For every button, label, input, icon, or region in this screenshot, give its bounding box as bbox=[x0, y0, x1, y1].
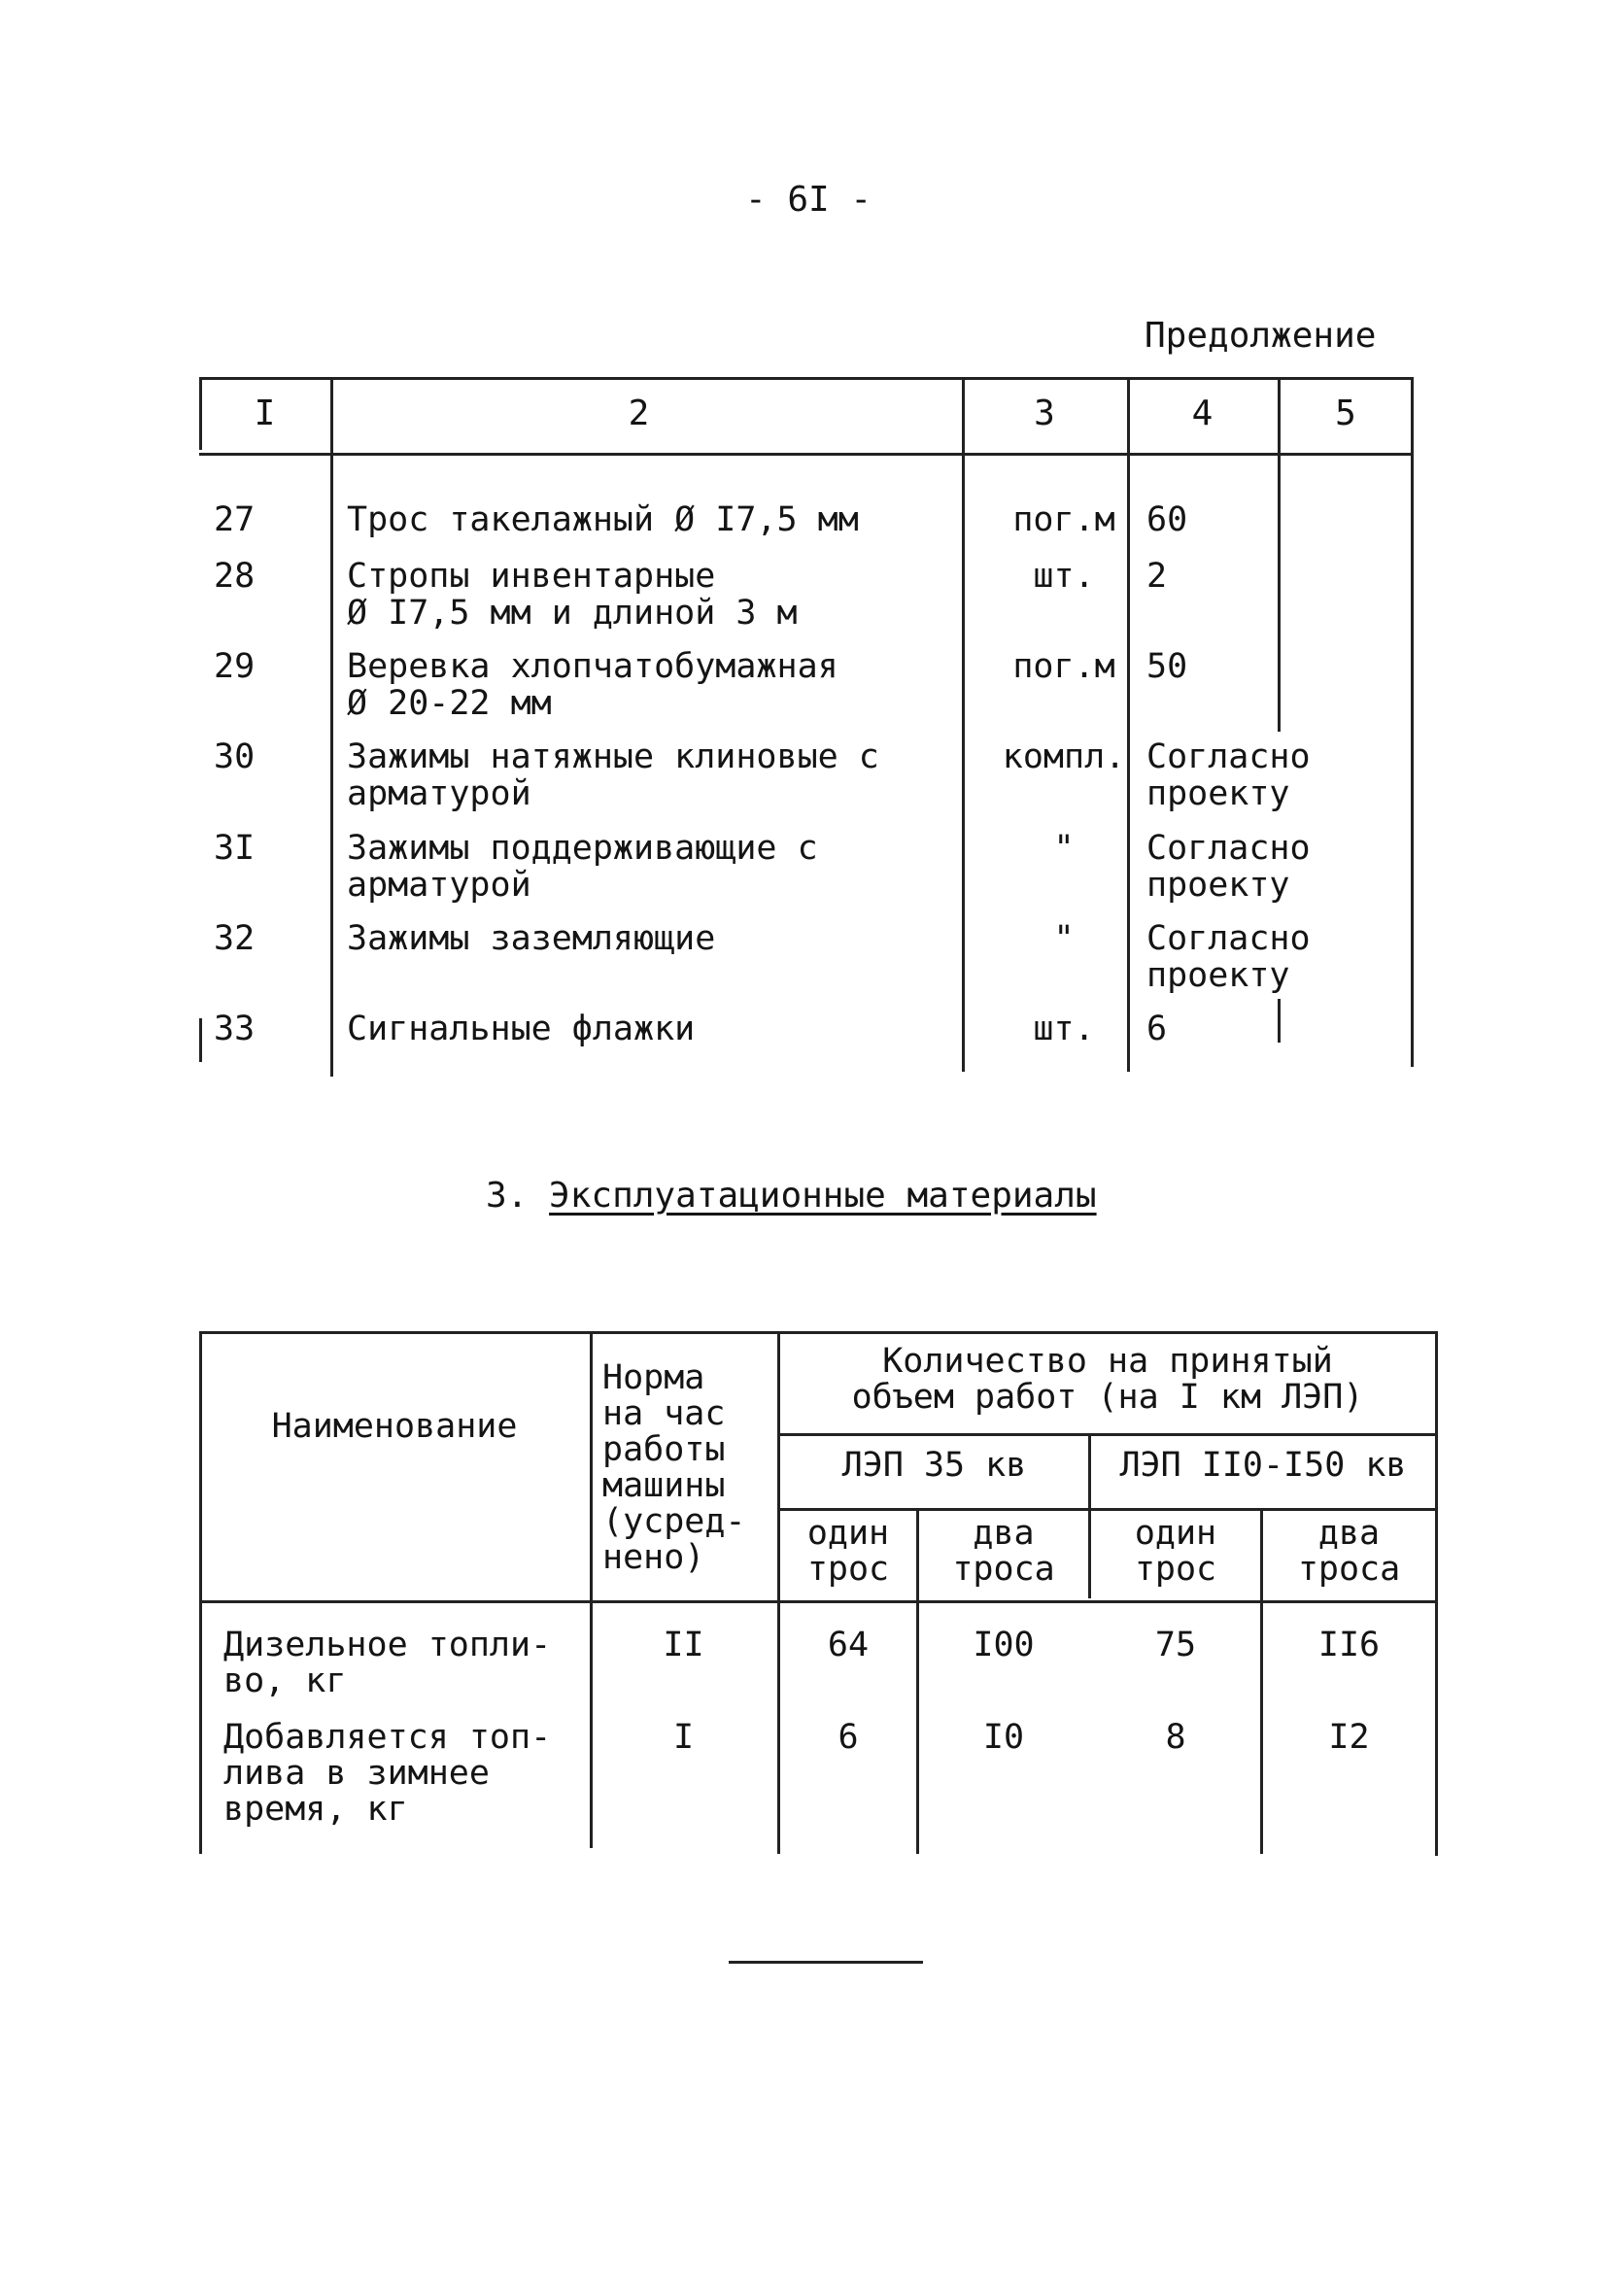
header-col-4: 4 bbox=[1191, 394, 1214, 433]
header-group-110-150kv: ЛЭП II0-I50 кв bbox=[1119, 1446, 1407, 1485]
row-norm: II bbox=[663, 1626, 704, 1664]
table-rule bbox=[1411, 377, 1414, 1067]
item-unit: компл. bbox=[1002, 737, 1126, 776]
table-rule bbox=[199, 1331, 1438, 1334]
row-norm: I bbox=[672, 1718, 695, 1757]
table-rule bbox=[1127, 377, 1130, 1072]
row-value: I00 bbox=[973, 1626, 1035, 1664]
table-rule bbox=[777, 1508, 1438, 1511]
row-value: I2 bbox=[1328, 1718, 1370, 1757]
item-quantity: 50 bbox=[1146, 647, 1188, 686]
header-one-cable: один трос bbox=[806, 1514, 890, 1589]
header-col-3: 3 bbox=[1034, 394, 1055, 433]
item-name: Сигнальные флажки bbox=[347, 1010, 696, 1048]
row-number: 33 bbox=[214, 1010, 256, 1048]
section-title: Эксплуатационные материалы bbox=[549, 1176, 1097, 1216]
item-name: Трос такелажный Ø I7,5 мм bbox=[347, 500, 859, 539]
item-name: Веревка хлопчатобумажная Ø 20-22 мм bbox=[347, 647, 838, 723]
row-number: 32 bbox=[214, 919, 256, 958]
end-rule bbox=[729, 1961, 923, 1964]
row-value: 75 bbox=[1154, 1626, 1197, 1664]
row-name: Добавляется топ- лива в зимнее время, кг bbox=[223, 1718, 552, 1829]
continuation-label: Предолжение bbox=[1145, 316, 1377, 356]
section-heading bbox=[486, 1176, 1097, 1216]
header-quantity: Количество на принятый объем работ (на I км ЛЭП) bbox=[851, 1342, 1364, 1417]
table-rule bbox=[590, 1331, 593, 1848]
row-value: I0 bbox=[982, 1718, 1025, 1757]
item-name: Зажимы натяжные клиновые с арматурой bbox=[347, 737, 879, 813]
item-quantity: Согласно проекту bbox=[1146, 919, 1311, 995]
table-rule bbox=[199, 1018, 202, 1062]
item-quantity: Согласно проекту bbox=[1146, 829, 1311, 905]
item-quantity: 60 bbox=[1146, 500, 1188, 539]
row-number: 3I bbox=[214, 829, 256, 868]
page-number: - 6I - bbox=[745, 180, 872, 220]
table-rule bbox=[1278, 999, 1281, 1043]
item-unit: " bbox=[1053, 829, 1075, 868]
row-number: 30 bbox=[214, 737, 256, 776]
header-one-cable: один трос bbox=[1134, 1514, 1217, 1589]
item-unit: пог.м bbox=[1012, 500, 1115, 539]
table-rule bbox=[199, 1600, 1438, 1603]
header-group-35kv: ЛЭП 35 кв bbox=[841, 1446, 1027, 1485]
header-two-cables: два троса bbox=[952, 1514, 1055, 1589]
row-value: 6 bbox=[838, 1718, 859, 1757]
header-two-cables: два троса bbox=[1297, 1514, 1401, 1589]
table-rule bbox=[777, 1433, 1438, 1436]
item-name: Стропы инвентарные Ø I7,5 мм и длиной 3 м bbox=[347, 557, 798, 633]
item-quantity: 2 bbox=[1146, 557, 1168, 596]
table-rule bbox=[1278, 377, 1281, 732]
row-name: Дизельное топли- во, кг bbox=[223, 1626, 552, 1700]
item-unit: шт. bbox=[1033, 1010, 1095, 1048]
row-number: 27 bbox=[214, 500, 256, 539]
row-value: II6 bbox=[1317, 1626, 1381, 1664]
table-rule bbox=[1435, 1331, 1438, 1856]
materials-table bbox=[199, 377, 1414, 1077]
header-norm: Норма на час работы машины (усред- нено) bbox=[602, 1358, 746, 1577]
header-col-5: 5 bbox=[1335, 394, 1356, 433]
table-rule bbox=[199, 377, 202, 450]
operating-materials-table bbox=[199, 1331, 1438, 1856]
item-name: Зажимы заземляющие bbox=[347, 919, 716, 958]
item-name: Зажимы поддерживающие с арматурой bbox=[347, 829, 818, 905]
row-number: 29 bbox=[214, 647, 256, 686]
header-col-1: I bbox=[254, 394, 276, 433]
table-rule bbox=[962, 377, 965, 1072]
header-name: Наименование bbox=[271, 1407, 518, 1446]
section-number: 3. bbox=[486, 1176, 529, 1216]
item-quantity: Согласно проекту bbox=[1146, 737, 1311, 813]
item-unit: шт. bbox=[1033, 557, 1095, 596]
row-number: 28 bbox=[214, 557, 256, 596]
item-unit: пог.м bbox=[1012, 647, 1115, 686]
row-value: 8 bbox=[1165, 1718, 1186, 1757]
item-unit: " bbox=[1053, 919, 1075, 958]
row-value: 64 bbox=[827, 1626, 870, 1664]
header-col-2: 2 bbox=[628, 394, 650, 433]
table-rule bbox=[330, 377, 333, 1077]
item-quantity: 6 bbox=[1146, 1010, 1168, 1048]
